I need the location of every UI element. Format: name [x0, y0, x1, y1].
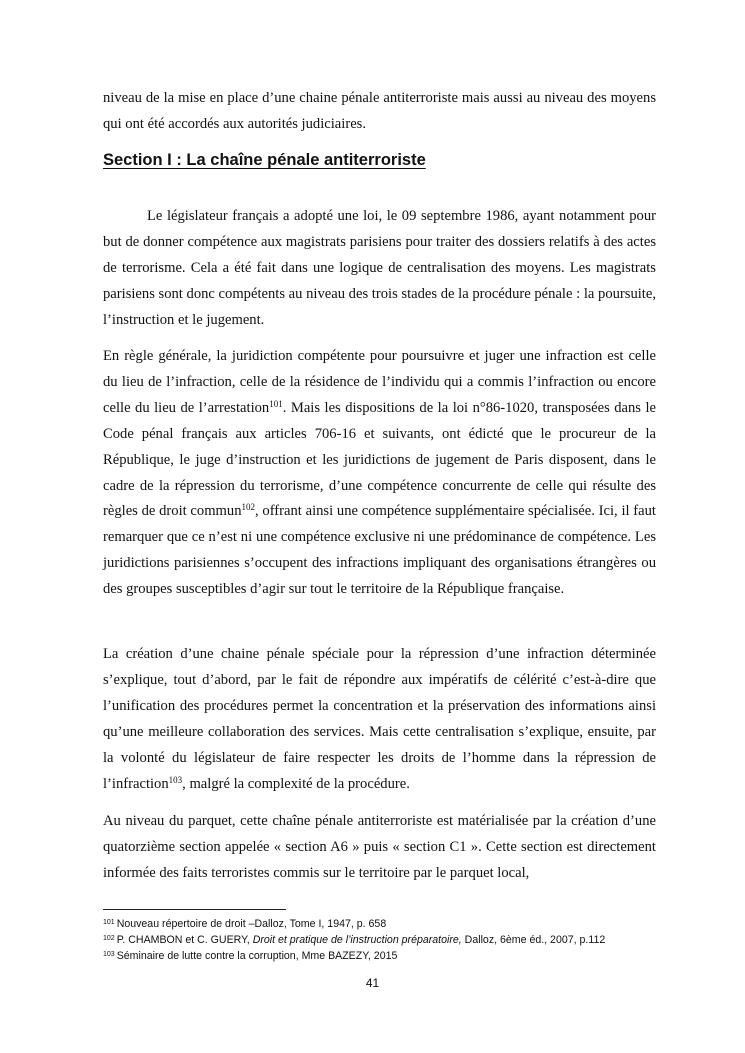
paragraph-2-text-b: . Mais les dispositions de la loi n°86-1020, transposées dans le Code pénal français aux articles 706-16 et suivants, ont édicté que le procureur de la République, le juge d’instruction et les juridictions de jugement de Paris disposent, dans le cadre de la répression du terrorisme, d’une compétence concurrente de celle qui résulte des règles de droit commun [103, 399, 656, 520]
footnote-ref-103[interactable]: 103 [168, 774, 183, 785]
footnote-ref-101[interactable]: 101 [269, 398, 283, 409]
paragraph-1-text: Le législateur français a adopté une loi, le 09 septembre 1986, ayant notamment pour but de donner compétence aux magistrats parisiens pour traiter des dossiers relatifs à des actes de terrorisme. Cela a été fait dans une logique de centralisation des moyens. Les magistrats parisiens sont donc compétents au niveau des trois stades de la procédure pénale : la poursuite, l’instruction et le jugement. [103, 208, 656, 328]
footnote-102 [103, 932, 663, 948]
section-heading: Section I : La chaîne pénale antiterroriste [103, 151, 426, 169]
paragraph-3-text-b: , malgré la complexité de la procédure. [182, 775, 410, 792]
footnote-number: 102 [103, 935, 115, 942]
intro-paragraph [103, 86, 656, 138]
page-number: 41 [365, 976, 380, 990]
footnote-text-authors: P. CHAMBON et C. GUERY, [116, 934, 253, 946]
footnote-text-title: Droit et pratique de l’instruction préparatoire, [252, 934, 462, 946]
footnotes [103, 916, 663, 964]
footnote-text: Séminaire de lutte contre la corruption, Mme BAZEZY, 2015 [116, 950, 398, 962]
paragraph-3-text-a: La création d’une chaine pénale spéciale pour la répression d’une infraction déterminée s’explique, tout d’abord, par le fait de répondre aux impératifs de célérité c’est-à-dire que l’unification des procédures permet la concentration et la préservation des informations ainsi qu’une meilleure collaboration des services. Mais cette centralisation s’explique, ensuite, par la volonté du législateur de faire respecter les droits de l’homme dans la répression de l’infraction [103, 646, 656, 792]
footnote-number: 103 [103, 951, 115, 958]
footnote-101 [103, 916, 663, 932]
footnote-text: Nouveau répertoire de droit –Dalloz, Tome I, 1947, p. 658 [116, 918, 387, 930]
footnote-103 [103, 948, 663, 964]
footnote-number: 101 [103, 919, 115, 926]
paragraph-1 [103, 204, 656, 334]
paragraph-4 [103, 809, 656, 887]
paragraph-2-text-c: , offrant ainsi une compétence supplémentaire spécialisée. Ici, il faut remarquer que ce n’est ni une compétence exclusive ni une prédominance de compétence. Les juridictions parisiennes s’occupent des infractions impliquant des organisations étrangères ou des groupes susceptibles d’agir sur tout le territoire de la République française. [103, 503, 656, 598]
paragraph-4-text: Au niveau du parquet, cette chaîne pénale antiterroriste est matérialisée par la création d’une quatorzième section appelée « section A6 » puis « section C1 ». Cette section est directement informée des faits terroristes commis sur le territoire par le parquet local, [103, 813, 656, 881]
footnote-separator [103, 909, 286, 910]
footnote-ref-102[interactable]: 102 [241, 502, 255, 513]
intro-text: niveau de la mise en place d’une chaine pénale antiterroriste mais aussi au niveau des moyens qui ont été accordés aux autorités judiciaires. [103, 90, 656, 132]
paragraph-2 [103, 344, 656, 603]
paragraph-2-text-a: En règle générale, la juridiction compétente pour poursuivre et juger une infraction est celle du lieu de l’infraction, celle de la résidence de l’individu qui a commis l’infraction ou encore celle du lieu de l’arrestation [103, 348, 656, 416]
paragraph-3 [103, 642, 656, 797]
footnote-text-publisher: Dalloz, 6ème éd., 2007, p.112 [461, 934, 606, 946]
